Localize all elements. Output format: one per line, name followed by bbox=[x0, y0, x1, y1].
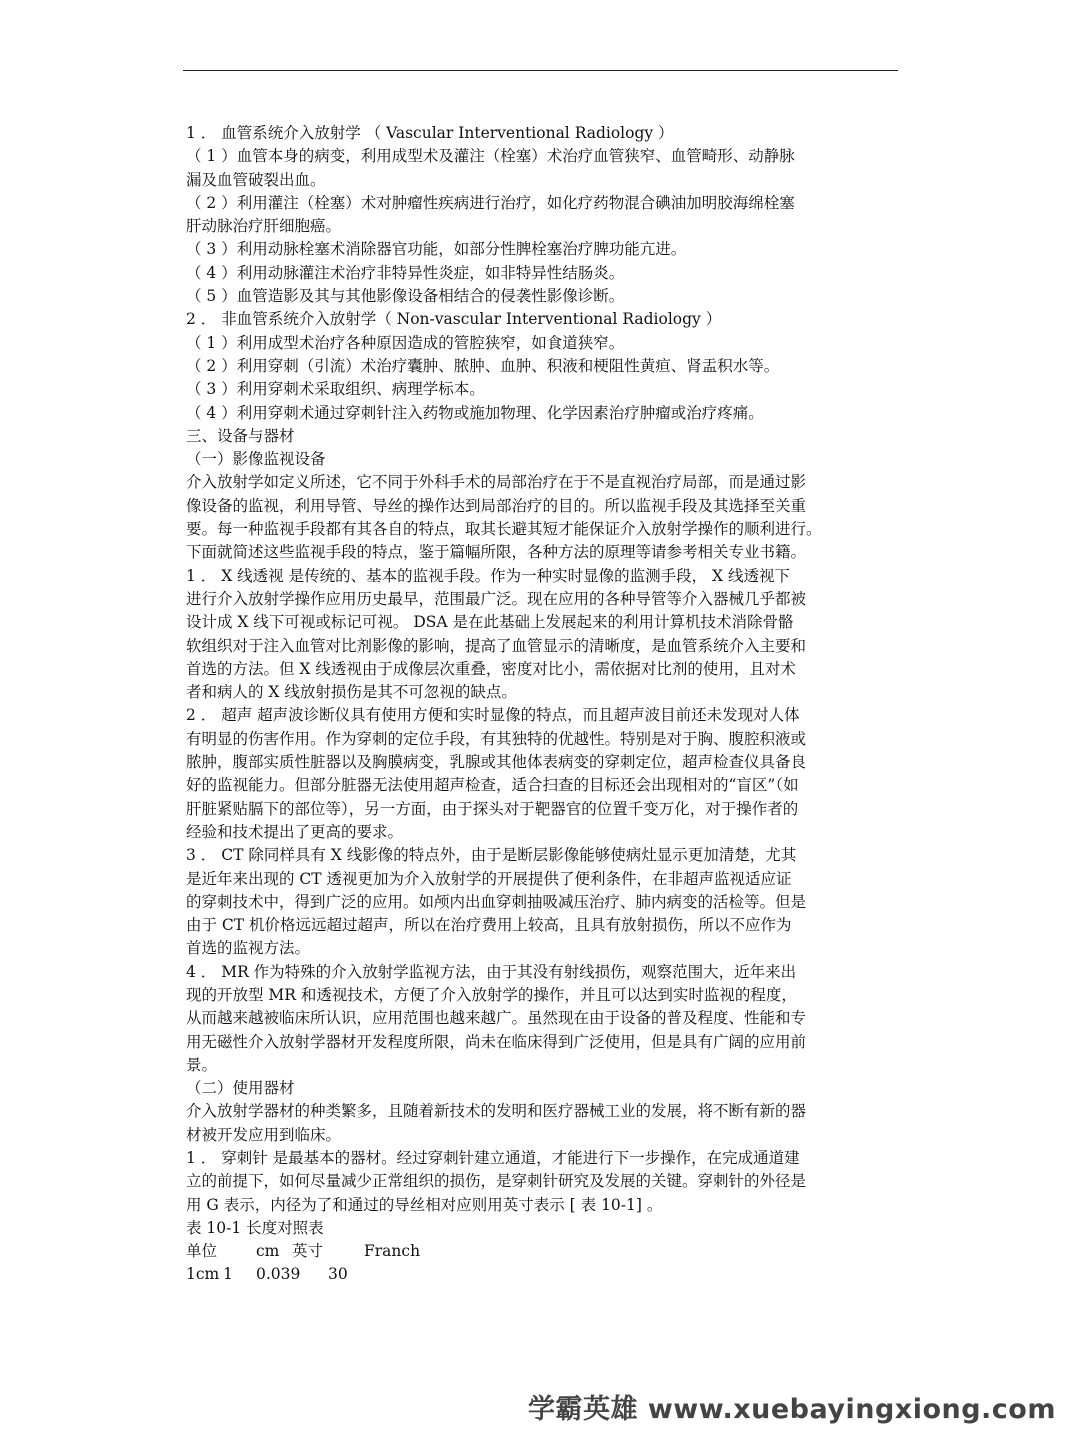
table-header-cell: 单位 bbox=[186, 1242, 218, 1261]
document-body bbox=[186, 122, 896, 1286]
text-line: 1 ． 穿刺针 是最基本的器材。经过穿刺针建立通道，才能进行下一步操作，在完成通道建 bbox=[186, 1149, 800, 1168]
text-line: 3 ． CT 除同样具有 X 线影像的特点外，由于是断层影像能够使病灶显示更加清楚，尤其 bbox=[186, 846, 797, 865]
table-cell: 1 bbox=[223, 1265, 233, 1284]
text-line: 脓肿，腹部实质性脏器以及胸膜病变，乳腺或其他体表病变的穿刺定位，超声检查仪具备良 bbox=[186, 753, 807, 772]
text-line: （ 2 ）利用穿刺（引流）术治疗囊肿、脓肿、血肿、积液和梗阻性黄疸、肾盂积水等。 bbox=[186, 356, 780, 375]
text-line: 首选的方法。但 X 线透视由于成像层次重叠，密度对比小，需依据对比剂的使用，且对术 bbox=[186, 659, 796, 678]
text-line: 介入放射学如定义所述，它不同于外科手术的局部治疗在于不是直视治疗局部，而是通过影 bbox=[186, 473, 807, 492]
text-line: 介入放射学器材的种类繁多，且随着新技术的发明和医疗器械工业的发展，将不断有新的器 bbox=[186, 1102, 807, 1121]
text-line: 的穿刺技术中，得到广泛的应用。如颅内出血穿刺抽吸减压治疗、肺内病变的活检等。但是 bbox=[186, 892, 807, 911]
table-cell: 0.039 bbox=[256, 1265, 301, 1284]
text-line: 要。每一种监视手段都有其各自的特点，取其长避其短才能保证介入放射学操作的顺利进行。 bbox=[186, 520, 822, 539]
text-line: 下面就简述这些监视手段的特点，鉴于篇幅所限，各种方法的原理等请参考相关专业书籍。 bbox=[186, 543, 807, 562]
table-header-cell: cm bbox=[256, 1242, 280, 1261]
text-line: 1 ． X 线透视 是传统的、基本的监视手段。作为一种实时显像的监测手段， X 线透视下 bbox=[186, 566, 790, 585]
table-cell: 30 bbox=[328, 1265, 348, 1284]
text-line: 用无磁性介入放射学器材开发程度所限，尚未在临床得到广泛使用，但是具有广阔的应用前 bbox=[186, 1032, 807, 1051]
text-line: 者和病人的 X 线放射损伤是其不可忽视的缺点。 bbox=[186, 683, 517, 702]
table-cell: 1cm bbox=[186, 1265, 220, 1284]
text-line: 4 ． MR 作为特殊的介入放射学监视方法，由于其没有射线损伤，观察范围大，近年来出 bbox=[186, 962, 797, 981]
subsection-heading: （二）使用器材 bbox=[186, 1079, 295, 1098]
text-line: （ 4 ）利用穿刺术通过穿刺针注入药物或施加物理、化学因素治疗肿瘤或治疗疼痛。 bbox=[186, 403, 764, 422]
table-header-row bbox=[186, 1240, 896, 1263]
text-line: 景。 bbox=[186, 1055, 218, 1074]
text-line: 漏及血管破裂出血。 bbox=[186, 170, 326, 189]
text-line: 由于 CT 机价格远远超过超声，所以在治疗费用上较高，且具有放射损伤，所以不应作为 bbox=[186, 916, 792, 935]
text-line: 立的前提下，如何尽量减少正常组织的损伤，是穿刺针研究及发展的关键。穿刺针的外径是 bbox=[186, 1172, 807, 1191]
text-line: 有明显的伤害作用。作为穿刺的定位手段，有其独特的优越性。特别是对于胸、腹腔积液或 bbox=[186, 729, 807, 748]
heading-non-vascular: 2 ． 非血管系统介入放射学（ Non-vascular Interventional Radiology ） bbox=[186, 310, 722, 329]
section-heading: 三、设备与器材 bbox=[186, 426, 295, 445]
text-line: 设计成 X 线下可视或标记可视。 DSA 是在此基础上发展起来的利用计算机技术消除骨骼 bbox=[186, 613, 794, 632]
text-line: （ 3 ）利用动脉栓塞术消除器官功能，如部分性脾栓塞治疗脾功能亢进。 bbox=[186, 240, 687, 259]
text-line: 肝脏紧贴膈下的部位等），另一方面，由于探头对于靶器官的位置千变万化，对于操作者的 bbox=[186, 799, 799, 818]
text-line: 现的开放型 MR 和透视技术，方便了介入放射学的操作，并且可以达到实时监视的程度， bbox=[186, 985, 797, 1004]
text-line: 好的监视能力。但部分脏器无法使用超声检查，适合扫查的目标还会出现相对的“盲区”（如 bbox=[186, 776, 799, 795]
text-line: 用 G 表示，内径为了和通过的导丝相对应则用英寸表示 [ 表 10-1] 。 bbox=[186, 1195, 663, 1214]
header-rule bbox=[183, 70, 898, 71]
text-line: （ 4 ）利用动脉灌注术治疗非特异性炎症，如非特异性结肠炎。 bbox=[186, 263, 625, 282]
text-line: （ 2 ）利用灌注（栓塞）术对肿瘤性疾病进行治疗，如化疗药物混合碘油加明胶海绵栓塞 bbox=[186, 193, 795, 212]
text-line: 2 ． 超声 超声波诊断仪具有使用方便和实时显像的特点，而且超声波目前还未发现对人体 bbox=[186, 706, 800, 725]
text-line: （ 1 ）血管本身的病变，利用成型术及灌注（栓塞）术治疗血管狭窄、血管畸形、动静脉 bbox=[186, 147, 795, 166]
text-line: 像设备的监视，利用导管、导丝的操作达到局部治疗的目的。所以监视手段及其选择至关重 bbox=[186, 496, 807, 515]
table-caption: 表 10-1 长度对照表 bbox=[186, 1218, 324, 1237]
text-line: 材被开发应用到临床。 bbox=[186, 1125, 342, 1144]
text-line: （ 1 ）利用成型术治疗各种原因造成的管腔狭窄，如食道狭窄。 bbox=[186, 333, 625, 352]
text-line: 软组织对于注入血管对比剂影像的影响，提高了血管显示的清晰度，是血管系统介入主要和 bbox=[186, 636, 807, 655]
watermark: 学霸英雄 www.xuebayingxiong.com bbox=[527, 1394, 1056, 1425]
text-line: 从而越来越被临床所认识，应用范围也越来越广。虽然现在由于设备的普及程度、性能和专 bbox=[186, 1009, 807, 1028]
table-row bbox=[186, 1263, 896, 1286]
text-line: 肝动脉治疗肝细胞癌。 bbox=[186, 217, 342, 236]
text-line: （ 5 ）血管造影及其与其他影像设备相结合的侵袭性影像诊断。 bbox=[186, 287, 625, 306]
table-header-cell: Franch bbox=[364, 1242, 421, 1261]
text-line: 经验和技术提出了更高的要求。 bbox=[186, 822, 404, 841]
table-header-cell: 英寸 bbox=[292, 1242, 324, 1261]
text-line: 是近年来出现的 CT 透视更加为介入放射学的开展提供了便利条件，在非超声监视适应证 bbox=[186, 869, 792, 888]
text-line: 首选的监视方法。 bbox=[186, 939, 311, 958]
subsection-heading: （一）影像监视设备 bbox=[186, 450, 326, 469]
text-line: 进行介入放射学操作应用历史最早，范围最广泛。现在应用的各种导管等介入器械几乎都被 bbox=[186, 589, 807, 608]
text-line: （ 3 ）利用穿刺术采取组织、病理学标本。 bbox=[186, 380, 485, 399]
heading-vascular: 1 ． 血管系统介入放射学 （ Vascular Interventional Radiology ） bbox=[186, 124, 674, 142]
